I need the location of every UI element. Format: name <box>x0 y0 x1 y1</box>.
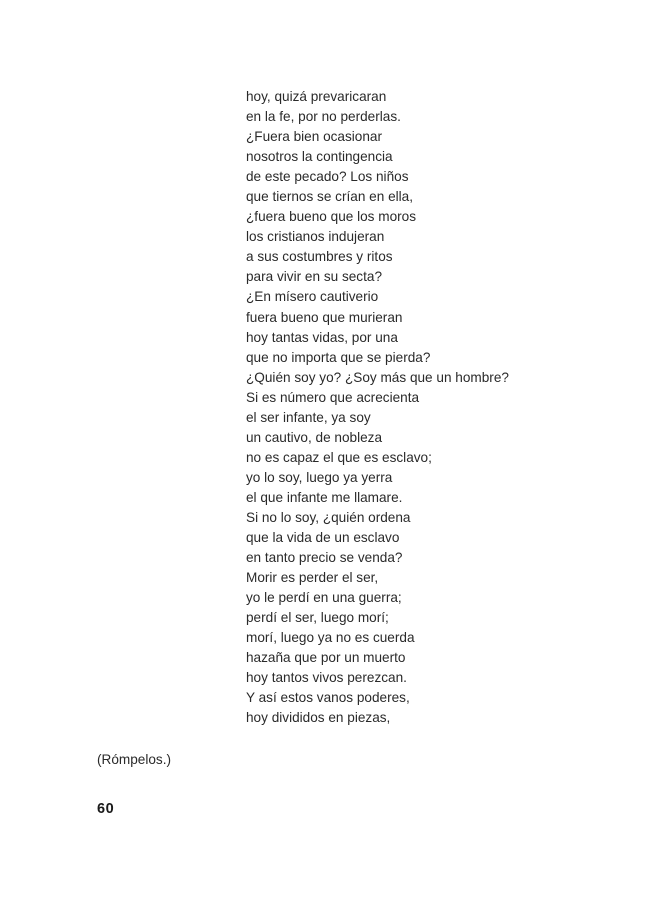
verse-line: perdí el ser, luego morí; <box>246 610 389 626</box>
verse-line: Y así estos vanos poderes, <box>246 690 410 706</box>
verse-line: ¿En mísero cautiverio <box>246 289 379 305</box>
verse-line: yo lo soy, luego ya yerra <box>246 469 393 485</box>
verse-line: el ser infante, ya soy <box>246 409 371 425</box>
verse-line: a sus costumbres y ritos <box>246 249 393 265</box>
verse-line: el que infante me llamare. <box>246 489 403 505</box>
verse-line: no es capaz el que es esclavo; <box>246 449 432 465</box>
verse-line: fuera bueno que murieran <box>246 309 403 325</box>
verse-line: Si no lo soy, ¿quién ordena <box>246 509 411 525</box>
verse-line: que tiernos se crían en ella, <box>246 189 414 205</box>
verse-line: hoy divididos en piezas, <box>246 710 391 726</box>
verse-line: nosotros la contingencia <box>246 149 393 165</box>
verse-line: hoy tantos vivos perezcan. <box>246 670 407 686</box>
stage-direction: (Rómpelos.) <box>97 752 172 767</box>
verse-line: morí, luego ya no es cuerda <box>246 630 415 646</box>
verse-line: un cautivo, de nobleza <box>246 429 383 445</box>
verse-block <box>246 87 509 729</box>
verse-line: hoy tantas vidas, por una <box>246 329 398 345</box>
verse-line: ¿Quién soy yo? ¿Soy más que un hombre? <box>246 369 509 385</box>
verse-line: Morir es perder el ser, <box>246 570 379 586</box>
verse-line: en la fe, por no perderlas. <box>246 109 401 125</box>
verse-line: de este pecado? Los niños <box>246 169 409 185</box>
verse-line: hazaña que por un muerto <box>246 650 406 666</box>
verse-line: yo le perdí en una guerra; <box>246 590 402 606</box>
verse-line: en tanto precio se venda? <box>246 550 403 566</box>
page-number: 60 <box>97 801 115 817</box>
verse-line: Si es número que acrecienta <box>246 389 420 405</box>
verse-line: hoy, quizá prevaricaran <box>246 89 387 104</box>
verse-line: ¿Fuera bien ocasionar <box>246 129 383 145</box>
verse-line: para vivir en su secta? <box>246 269 383 285</box>
verse-line: los cristianos indujeran <box>246 229 385 245</box>
verse-line: que la vida de un esclavo <box>246 530 400 546</box>
verse-line: ¿fuera bueno que los moros <box>246 209 417 225</box>
verse-line: que no importa que se pierda? <box>246 349 431 365</box>
